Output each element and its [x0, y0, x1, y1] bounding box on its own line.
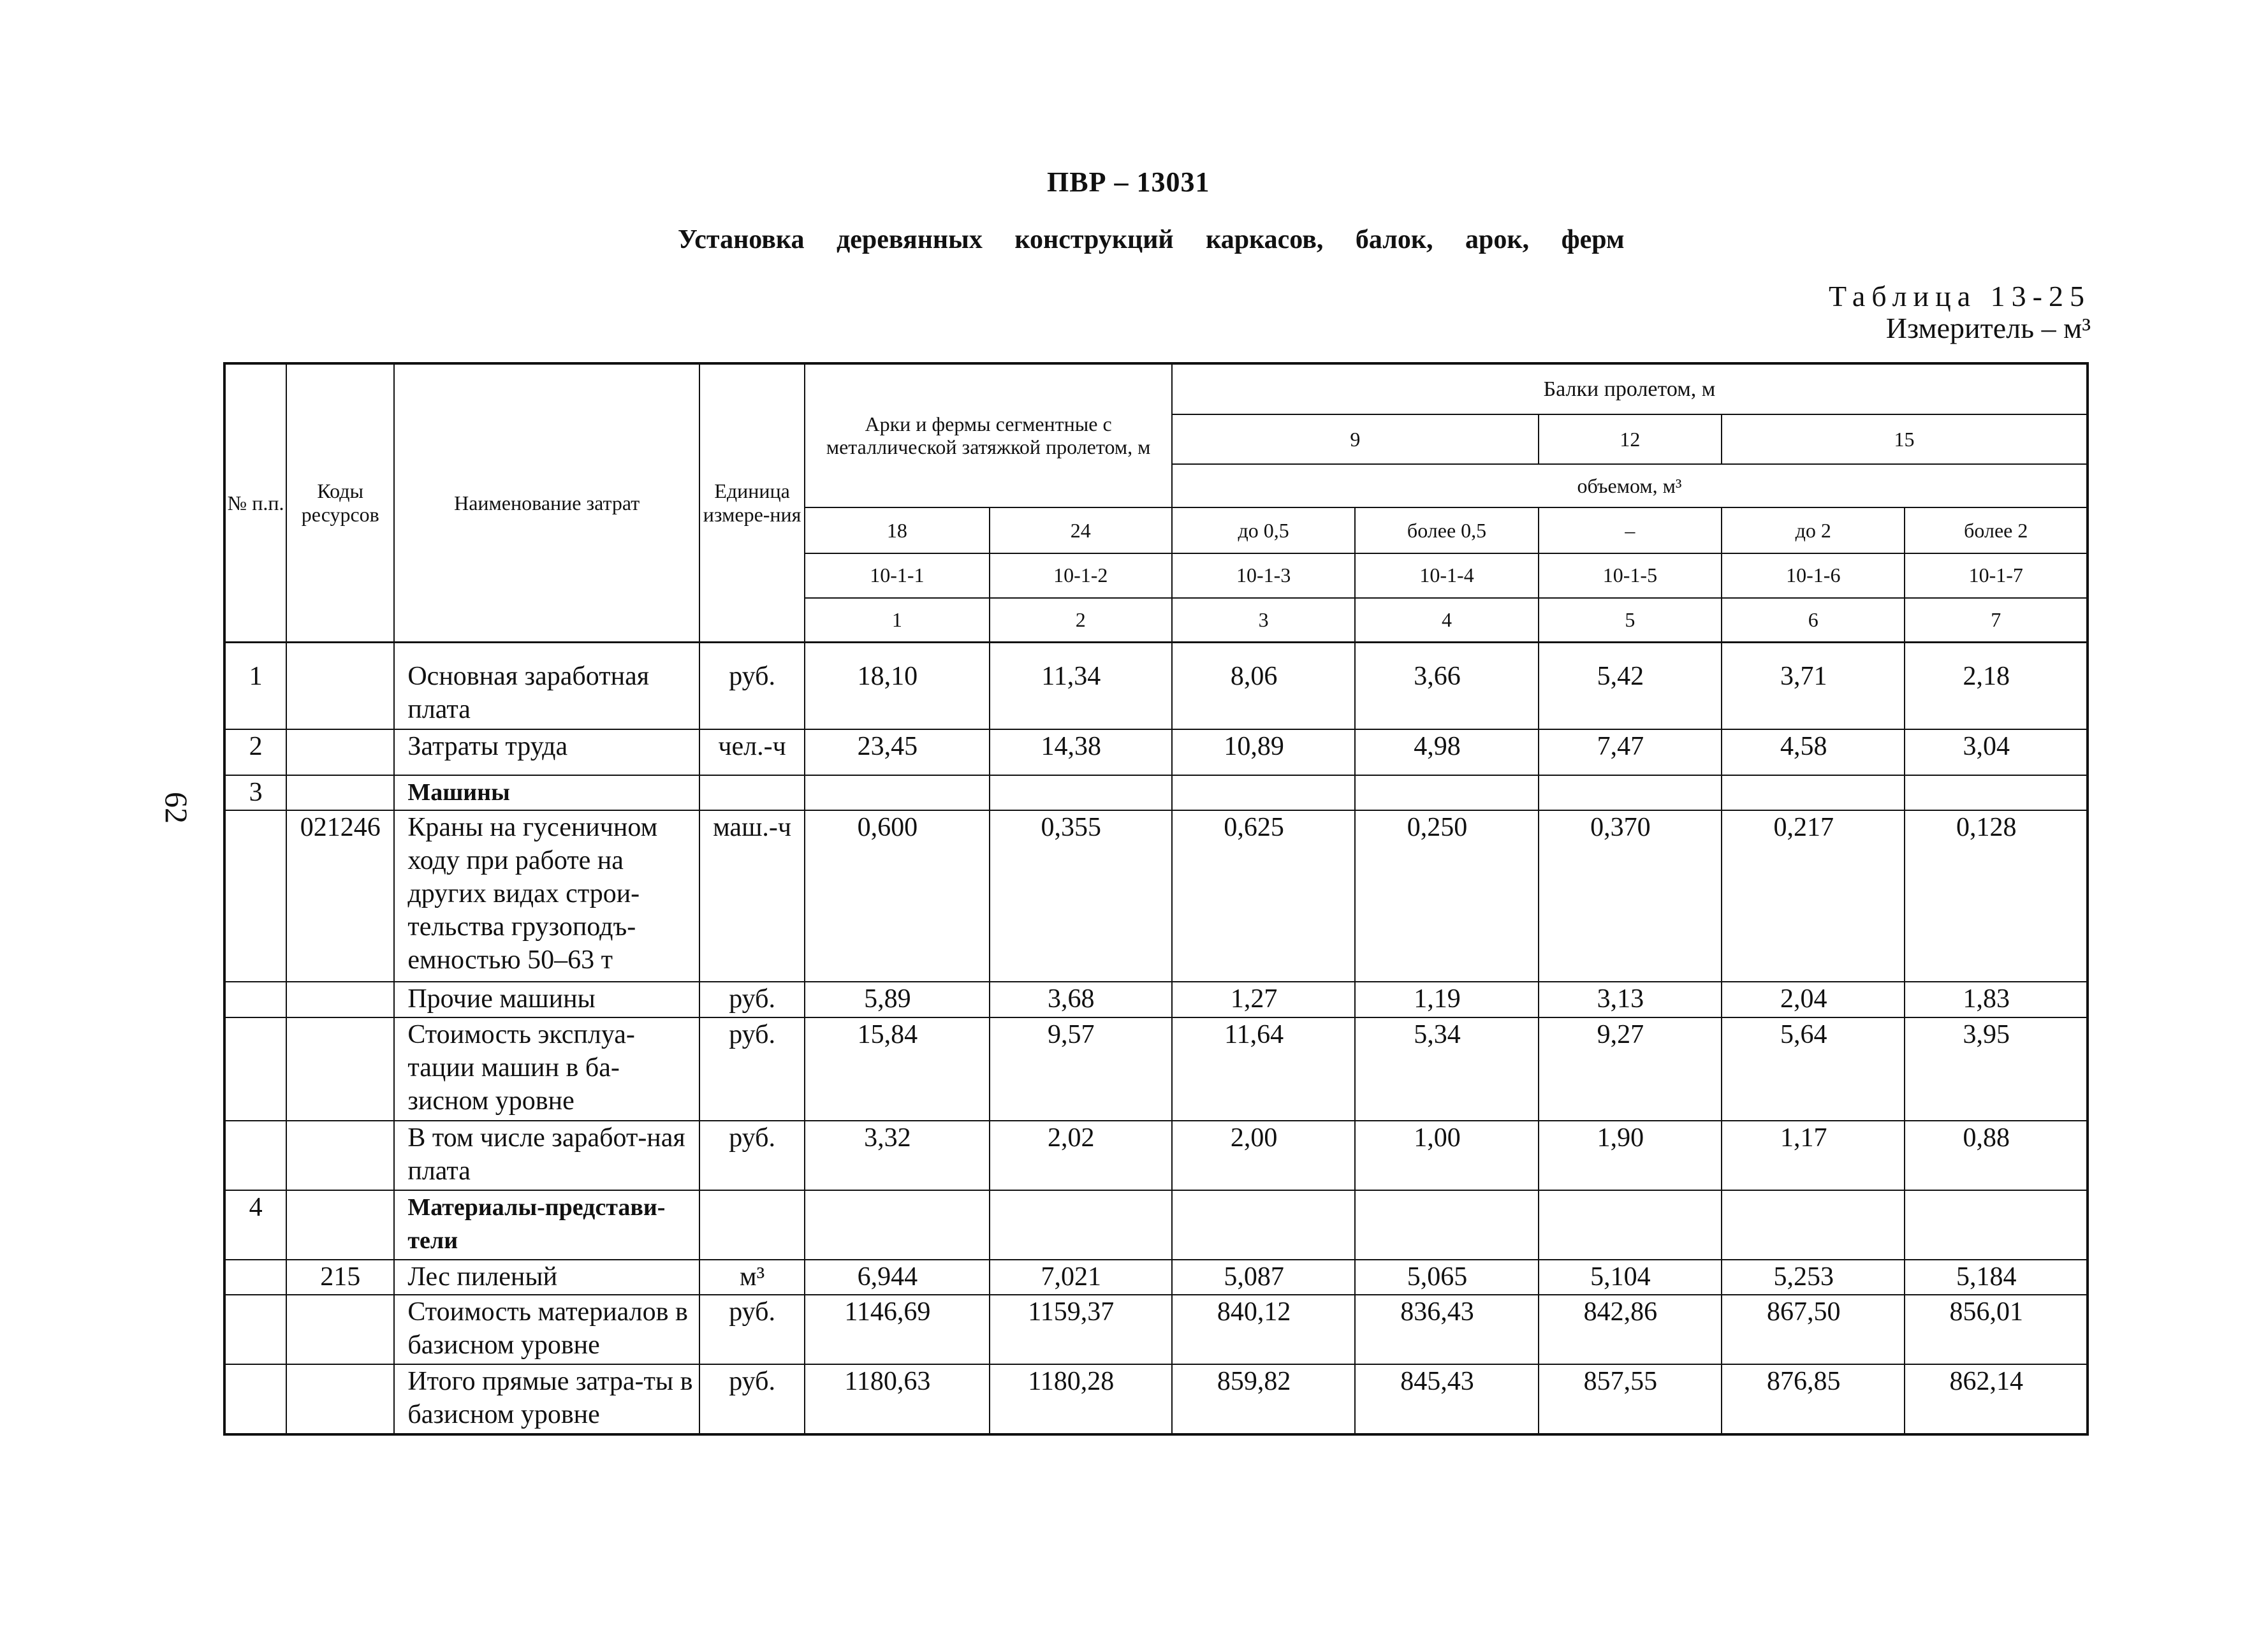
header-colnum-3: 3 — [1172, 598, 1355, 643]
row-code — [286, 1017, 394, 1121]
page-number: 62 — [159, 792, 194, 824]
header-colnum-1: 1 — [805, 598, 989, 643]
row-value-1: 3,32 — [805, 1121, 989, 1190]
header-subcol-3: до 0,5 — [1172, 507, 1355, 553]
row-code — [286, 1121, 394, 1190]
row-value-3: 2,00 — [1172, 1121, 1355, 1190]
row-value-1: 1180,63 — [805, 1364, 989, 1434]
row-value-7: 2,18 — [1905, 643, 2088, 729]
row-name: Материалы-представи-тели — [394, 1190, 699, 1260]
row-value-4: 4,98 — [1355, 729, 1538, 775]
row-value-5: 3,13 — [1539, 982, 1722, 1017]
row-unit — [699, 1190, 805, 1260]
row-value-3 — [1172, 775, 1355, 810]
row-number: 3 — [224, 775, 286, 810]
row-value-1: 6,944 — [805, 1260, 989, 1295]
row-value-5: 842,86 — [1539, 1295, 1722, 1364]
row-unit: руб. — [699, 1121, 805, 1190]
row-value-6 — [1722, 1190, 1905, 1260]
row-value-4: 3,66 — [1355, 643, 1538, 729]
row-value-7 — [1905, 1190, 2088, 1260]
row-name: Машины — [394, 775, 699, 810]
row-unit: чел.-ч — [699, 729, 805, 775]
row-value-7: 5,184 — [1905, 1260, 2088, 1295]
row-value-6: 5,253 — [1722, 1260, 1905, 1295]
row-value-1: 0,600 — [805, 810, 989, 982]
header-beams: Балки пролетом, м — [1172, 363, 2088, 414]
row-number — [224, 810, 286, 982]
header-colnum-6: 6 — [1722, 598, 1905, 643]
row-value-1: 1146,69 — [805, 1295, 989, 1364]
row-value-3: 859,82 — [1172, 1364, 1355, 1434]
row-value-1: 18,10 — [805, 643, 989, 729]
table-row — [224, 1190, 2088, 1260]
header-unit: Единица измере-ния — [699, 363, 805, 643]
row-value-3: 5,087 — [1172, 1260, 1355, 1295]
row-code — [286, 729, 394, 775]
row-name: Стоимость материалов в базисном уровне — [394, 1295, 699, 1364]
row-value-6 — [1722, 775, 1905, 810]
row-code: 215 — [286, 1260, 394, 1295]
header-code-6: 10-1-6 — [1722, 553, 1905, 598]
page-subtitle: Установка деревянных конструкций каркасов, балок, арок, ферм — [678, 225, 1625, 254]
row-name: Краны на гусеничном ходу при работе на других видах строи-тельства грузоподъ-емностью 50–63 т — [394, 810, 699, 982]
row-name: Итого прямые затра-ты в базисном уровне — [394, 1364, 699, 1434]
table-row — [224, 1260, 2088, 1295]
row-unit: руб. — [699, 982, 805, 1017]
row-value-5: 5,104 — [1539, 1260, 1722, 1295]
row-value-5: 857,55 — [1539, 1364, 1722, 1434]
row-code — [286, 1364, 394, 1434]
header-colnum-7: 7 — [1905, 598, 2088, 643]
row-value-4: 836,43 — [1355, 1295, 1538, 1364]
row-value-4: 5,34 — [1355, 1017, 1538, 1121]
header-subcol-1: 18 — [805, 507, 989, 553]
row-value-3: 840,12 — [1172, 1295, 1355, 1364]
row-name: Лес пиленый — [394, 1260, 699, 1295]
row-value-5 — [1539, 775, 1722, 810]
cost-table — [223, 362, 2089, 1436]
row-value-5: 0,370 — [1539, 810, 1722, 982]
row-number — [224, 1260, 286, 1295]
header-span-12: 12 — [1539, 414, 1722, 464]
row-value-2 — [990, 775, 1172, 810]
table-row — [224, 810, 2088, 982]
table-row — [224, 775, 2088, 810]
table-row — [224, 729, 2088, 775]
row-value-3 — [1172, 1190, 1355, 1260]
row-unit: руб. — [699, 1295, 805, 1364]
row-value-7: 862,14 — [1905, 1364, 2088, 1434]
row-code — [286, 643, 394, 729]
row-value-4 — [1355, 1190, 1538, 1260]
header-span-9: 9 — [1172, 414, 1539, 464]
row-value-6: 5,64 — [1722, 1017, 1905, 1121]
row-value-4: 1,00 — [1355, 1121, 1538, 1190]
row-value-4: 0,250 — [1355, 810, 1538, 982]
row-name: Затраты труда — [394, 729, 699, 775]
row-value-2 — [990, 1190, 1172, 1260]
header-span-15: 15 — [1722, 414, 2088, 464]
row-code — [286, 1295, 394, 1364]
header-subcol-6: до 2 — [1722, 507, 1905, 553]
row-value-1: 5,89 — [805, 982, 989, 1017]
row-value-2: 7,021 — [990, 1260, 1172, 1295]
header-code-3: 10-1-3 — [1172, 553, 1355, 598]
row-value-7: 3,95 — [1905, 1017, 2088, 1121]
row-number — [224, 1121, 286, 1190]
row-number — [224, 982, 286, 1017]
table-row — [224, 1364, 2088, 1434]
row-value-4 — [1355, 775, 1538, 810]
row-value-3: 11,64 — [1172, 1017, 1355, 1121]
row-value-3: 8,06 — [1172, 643, 1355, 729]
row-code — [286, 1190, 394, 1260]
row-value-3: 0,625 — [1172, 810, 1355, 982]
header-subcol-4: более 0,5 — [1355, 507, 1538, 553]
row-unit: м³ — [699, 1260, 805, 1295]
table-row — [224, 1017, 2088, 1121]
header-code-4: 10-1-4 — [1355, 553, 1538, 598]
row-name: Стоимость эксплуа-тации машин в ба-зисном уровне — [394, 1017, 699, 1121]
row-value-5: 7,47 — [1539, 729, 1722, 775]
row-value-6: 3,71 — [1722, 643, 1905, 729]
header-arches: Арки и фермы сегментные с металлической затяжкой пролетом, м — [805, 363, 1172, 507]
row-value-2: 0,355 — [990, 810, 1172, 982]
row-value-5: 5,42 — [1539, 643, 1722, 729]
row-value-6: 1,17 — [1722, 1121, 1905, 1190]
row-value-4: 1,19 — [1355, 982, 1538, 1017]
row-name: В том числе заработ-ная плата — [394, 1121, 699, 1190]
table-label: Таблица 13-25 — [1828, 280, 2091, 312]
row-value-2: 14,38 — [990, 729, 1172, 775]
row-value-6: 2,04 — [1722, 982, 1905, 1017]
header-colnum-2: 2 — [990, 598, 1172, 643]
row-value-6: 4,58 — [1722, 729, 1905, 775]
header-num: № п.п. — [224, 363, 286, 643]
row-value-1 — [805, 1190, 989, 1260]
row-value-1: 23,45 — [805, 729, 989, 775]
row-unit: руб. — [699, 1364, 805, 1434]
header-colnum-4: 4 — [1355, 598, 1538, 643]
row-value-2: 11,34 — [990, 643, 1172, 729]
header-volume: объемом, м³ — [1172, 464, 2088, 507]
row-number — [224, 1364, 286, 1434]
row-value-2: 2,02 — [990, 1121, 1172, 1190]
row-value-7: 3,04 — [1905, 729, 2088, 775]
row-number: 4 — [224, 1190, 286, 1260]
row-value-4: 5,065 — [1355, 1260, 1538, 1295]
row-value-5: 9,27 — [1539, 1017, 1722, 1121]
row-number — [224, 1295, 286, 1364]
row-unit: руб. — [699, 643, 805, 729]
row-name: Основная заработная плата — [394, 643, 699, 729]
row-code — [286, 982, 394, 1017]
header-code-2: 10-1-2 — [990, 553, 1172, 598]
row-unit: руб. — [699, 1017, 805, 1121]
table-row — [224, 1295, 2088, 1364]
row-value-6: 867,50 — [1722, 1295, 1905, 1364]
table-row — [224, 982, 2088, 1017]
row-value-6: 876,85 — [1722, 1364, 1905, 1434]
header-subcol-5: – — [1539, 507, 1722, 553]
header-codes: Коды ресурсов — [286, 363, 394, 643]
row-value-2: 1159,37 — [990, 1295, 1172, 1364]
row-value-5 — [1539, 1190, 1722, 1260]
measure-unit: Измеритель – м³ — [1885, 312, 2091, 344]
row-unit: маш.-ч — [699, 810, 805, 982]
header-name: Наименование затрат — [394, 363, 699, 643]
header-subcol-2: 24 — [990, 507, 1172, 553]
header-code-1: 10-1-1 — [805, 553, 989, 598]
row-number: 2 — [224, 729, 286, 775]
row-value-4: 845,43 — [1355, 1364, 1538, 1434]
row-value-2: 3,68 — [990, 982, 1172, 1017]
row-value-1 — [805, 775, 989, 810]
row-number: 1 — [224, 643, 286, 729]
header-code-7: 10-1-7 — [1905, 553, 2088, 598]
row-value-1: 15,84 — [805, 1017, 989, 1121]
row-value-7: 0,128 — [1905, 810, 2088, 982]
row-value-2: 9,57 — [990, 1017, 1172, 1121]
row-number — [224, 1017, 286, 1121]
table-row — [224, 643, 2088, 729]
row-value-3: 1,27 — [1172, 982, 1355, 1017]
row-value-6: 0,217 — [1722, 810, 1905, 982]
header-code-5: 10-1-5 — [1539, 553, 1722, 598]
row-value-7: 1,83 — [1905, 982, 2088, 1017]
header-subcol-7: более 2 — [1905, 507, 2088, 553]
row-value-7: 0,88 — [1905, 1121, 2088, 1190]
row-code: 021246 — [286, 810, 394, 982]
row-code — [286, 775, 394, 810]
row-name: Прочие машины — [394, 982, 699, 1017]
row-value-7 — [1905, 775, 2088, 810]
header-colnum-5: 5 — [1539, 598, 1722, 643]
row-value-3: 10,89 — [1172, 729, 1355, 775]
row-value-7: 856,01 — [1905, 1295, 2088, 1364]
row-value-5: 1,90 — [1539, 1121, 1722, 1190]
row-unit — [699, 775, 805, 810]
row-value-2: 1180,28 — [990, 1364, 1172, 1434]
page-title: ПВР – 13031 — [1047, 166, 1210, 198]
table-row — [224, 1121, 2088, 1190]
